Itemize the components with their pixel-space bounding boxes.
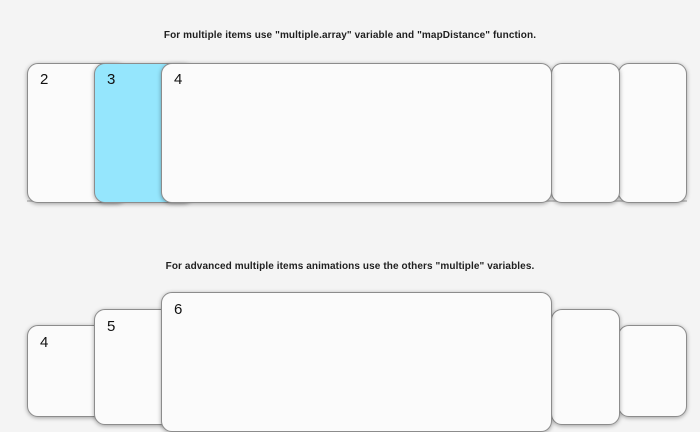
carousel-card-right[interactable] bbox=[551, 309, 620, 425]
card-number: 2 bbox=[40, 71, 49, 88]
card-number: 6 bbox=[174, 301, 183, 318]
card-number: 5 bbox=[107, 318, 116, 335]
carousel-card-right[interactable] bbox=[551, 63, 620, 203]
section-1-caption: For multiple items use "multiple.array" variable and "mapDistance" function. bbox=[163, 30, 537, 41]
card-number: 4 bbox=[40, 334, 49, 351]
carousel-card-6-focused[interactable] bbox=[161, 292, 552, 432]
section-2-caption: For advanced multiple items animations use the others "multiple" variables. bbox=[165, 261, 535, 272]
card-number: 4 bbox=[174, 71, 183, 88]
carousel-card-4-focused[interactable] bbox=[161, 63, 552, 203]
card-number: 3 bbox=[107, 71, 116, 88]
carousel-card-far-right[interactable] bbox=[618, 63, 687, 203]
carousel-card-far-right[interactable] bbox=[618, 325, 687, 417]
